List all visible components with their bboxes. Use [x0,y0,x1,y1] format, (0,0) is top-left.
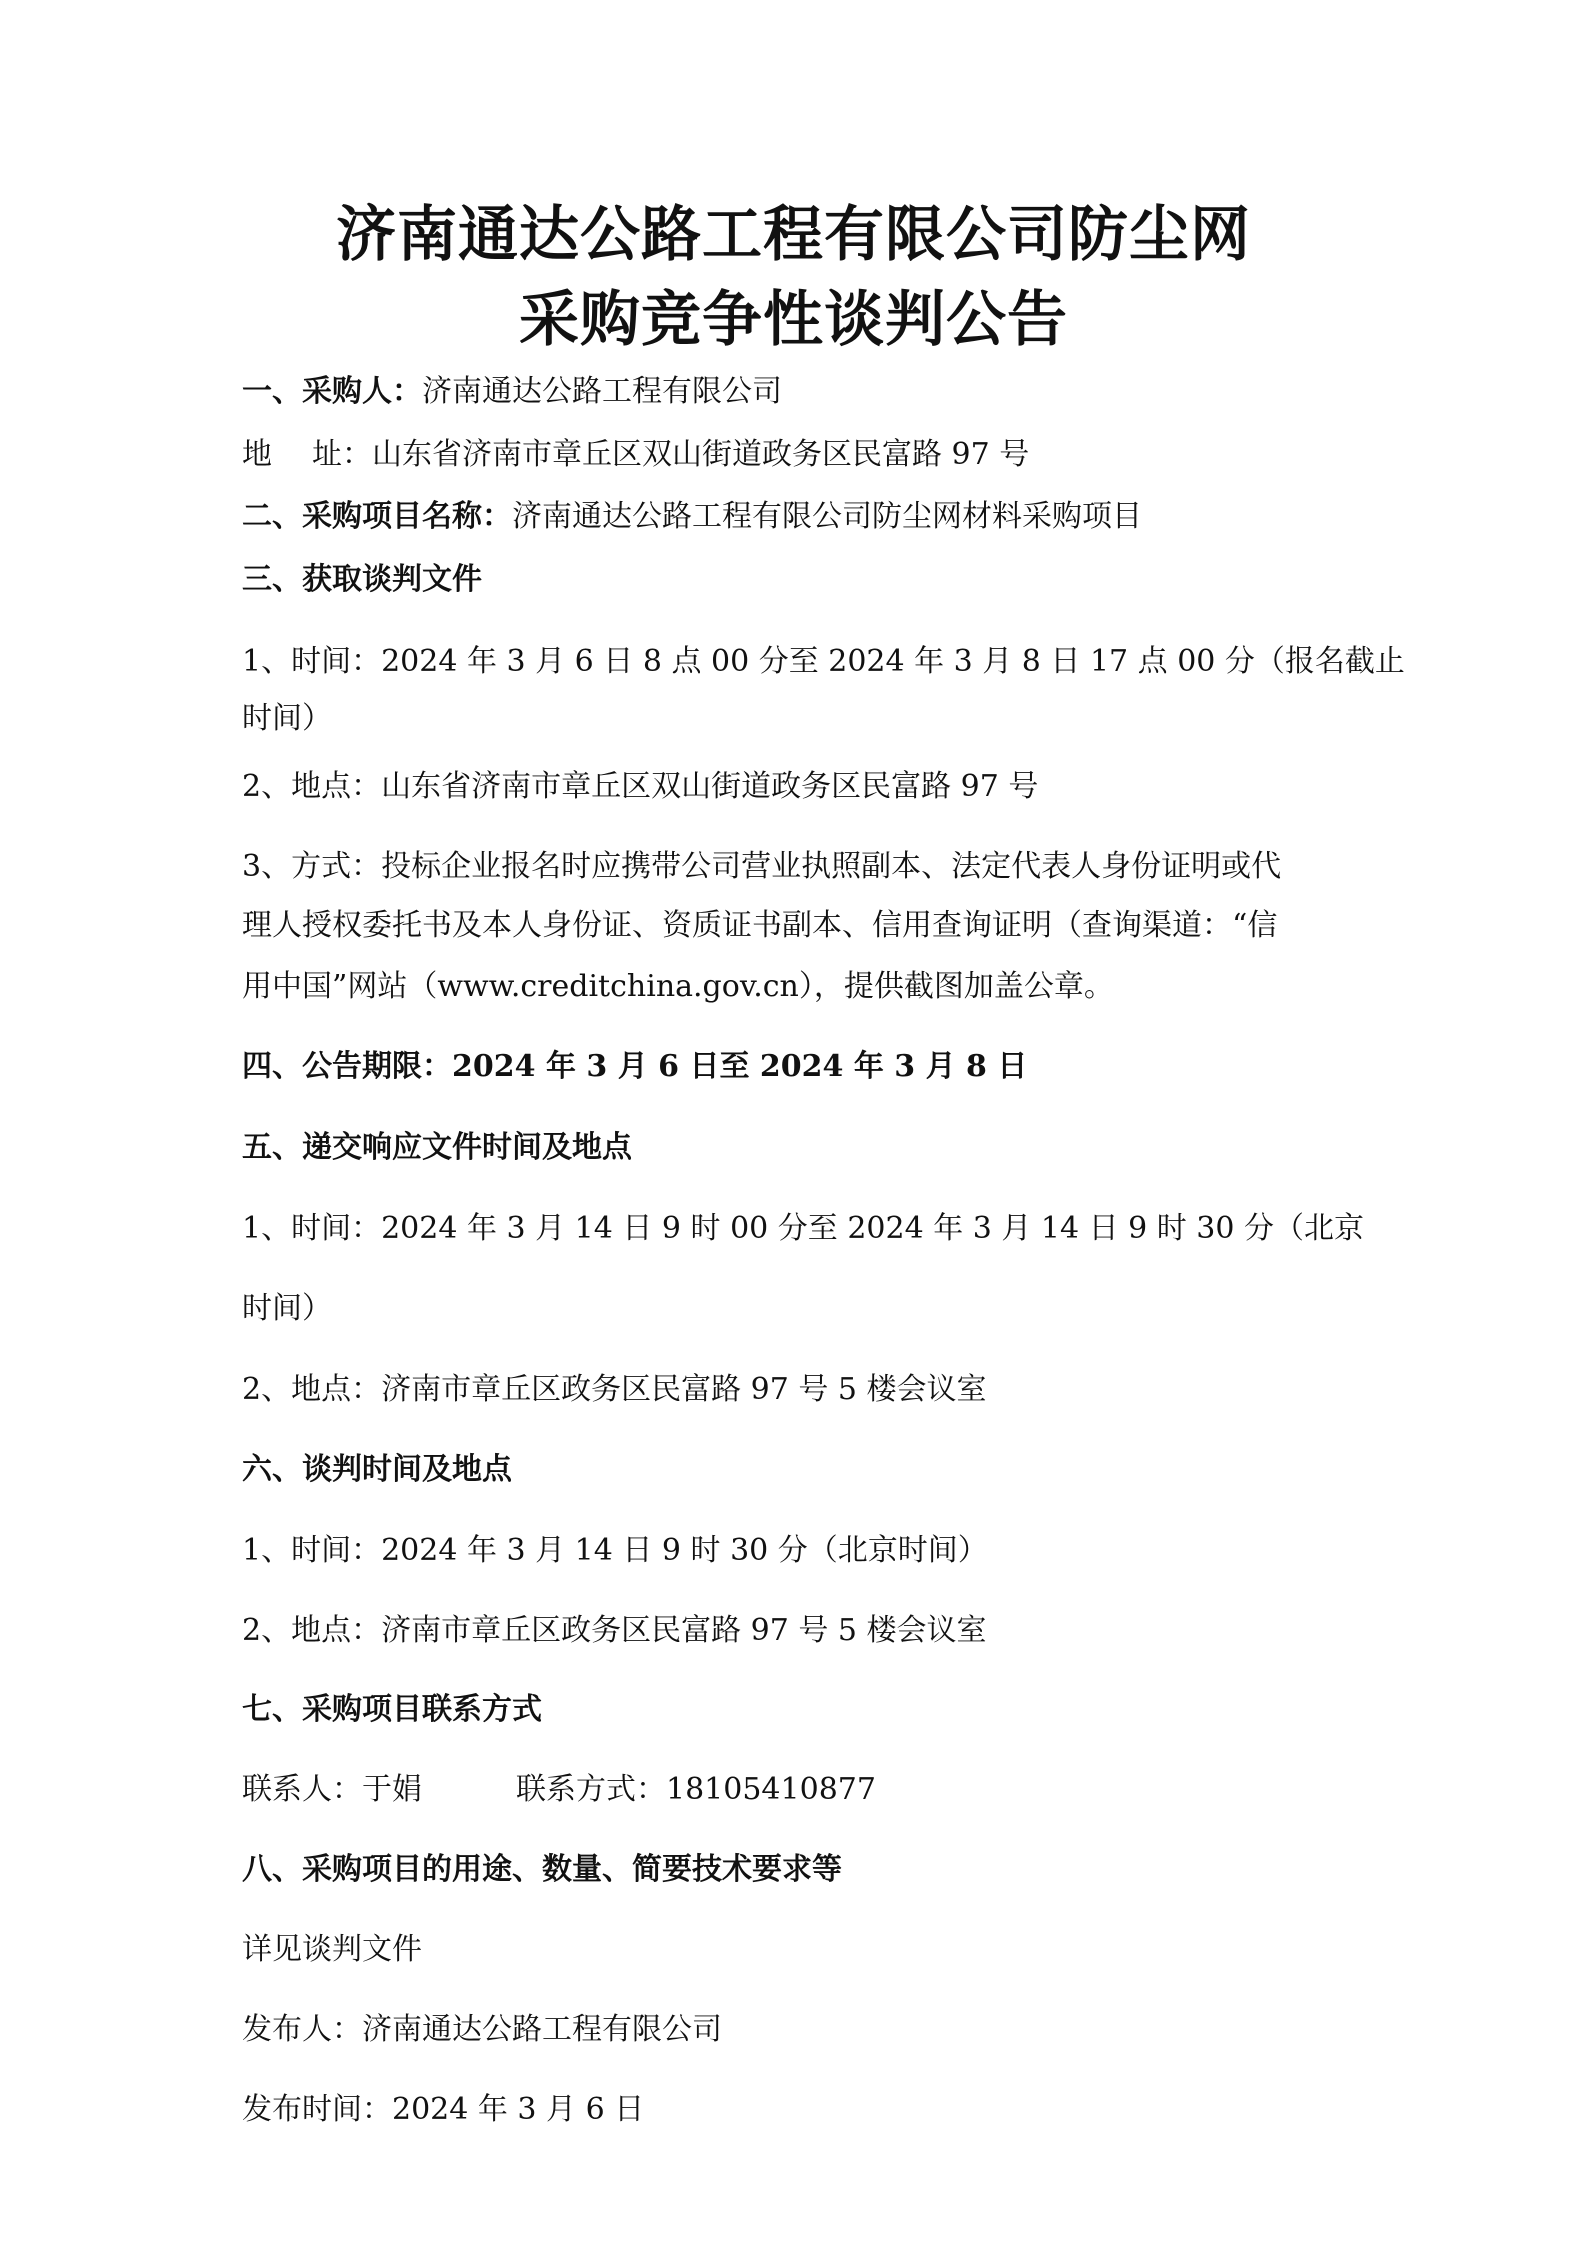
publish-date: 发布时间：2024 年 3 月 6 日 [242,2092,645,2127]
publisher: 发布人：济南通达公路工程有限公司 [242,2012,722,2047]
submission-time-line-2: 时间） [242,1291,332,1326]
contact-person: 联系人：于娟 [242,1772,422,1807]
obtain-method-line-3: 用中国”网站（www.creditchina.gov.cn），提供截图加盖公章。 [242,969,1114,1004]
contact-info: 联系方式：18105410877 [516,1772,876,1807]
section-heading: 二、采购项目名称： [242,499,512,534]
obtain-method-line-2: 理人授权委托书及本人身份证、资质证书副本、信用查询证明（查询渠道：“信 [242,908,1278,943]
negotiation-time: 1、时间：2024 年 3 月 14 日 9 时 30 分（北京时间） [242,1533,988,1568]
negotiation-location: 2、地点：济南市章丘区政务区民富路 97 号 5 楼会议室 [242,1613,987,1648]
submission-time-line-1: 1、时间：2024 年 3 月 14 日 9 时 00 分至 2024 年 3 月 14 日 9 时 30 分（北京 [242,1211,1365,1246]
purchaser-address [242,435,1362,475]
section-purchaser [242,372,1362,412]
section-project-name [242,497,1362,537]
document-title-line-1: 济南通达公路工程有限公司防尘网 [336,200,1251,270]
obtain-method-line-1: 3、方式：投标企业报名时应携带公司营业执照副本、法定代表人身份证明或代 [242,849,1282,884]
project-name: 济南通达公路工程有限公司防尘网材料采购项目 [512,499,1142,534]
requirements-detail: 详见谈判文件 [242,1932,422,1967]
address-label-a: 地 [242,437,272,472]
section-heading-submission: 五、递交响应文件时间及地点 [242,1130,632,1165]
section-heading-notice-period: 四、公告期限：2024 年 3 月 6 日至 2024 年 3 月 8 日 [242,1049,1028,1084]
address-label-b: 址： [312,437,372,472]
obtain-location: 2、地点：山东省济南市章丘区双山街道政务区民富路 97 号 [242,769,1039,804]
section-heading-contact: 七、采购项目联系方式 [242,1692,542,1727]
section-heading: 一、采购人： [242,374,422,409]
contact-line [242,1770,1362,1810]
obtain-time-line-1: 1、时间：2024 年 3 月 6 日 8 点 00 分至 2024 年 3 月 8 日 17 点 00 分（报名截止 [242,644,1405,679]
obtain-time-line-2: 时间） [242,701,332,736]
section-heading-negotiation: 六、谈判时间及地点 [242,1452,512,1487]
address-value: 山东省济南市章丘区双山街道政务区民富路 97 号 [372,437,1030,472]
section-heading-requirements: 八、采购项目的用途、数量、简要技术要求等 [242,1852,842,1887]
section-heading-obtain-docs: 三、获取谈判文件 [242,562,482,597]
submission-location: 2、地点：济南市章丘区政务区民富路 97 号 5 楼会议室 [242,1372,987,1407]
purchaser-name: 济南通达公路工程有限公司 [422,374,782,409]
document-title-line-2: 采购竞争性谈判公告 [519,285,1068,355]
